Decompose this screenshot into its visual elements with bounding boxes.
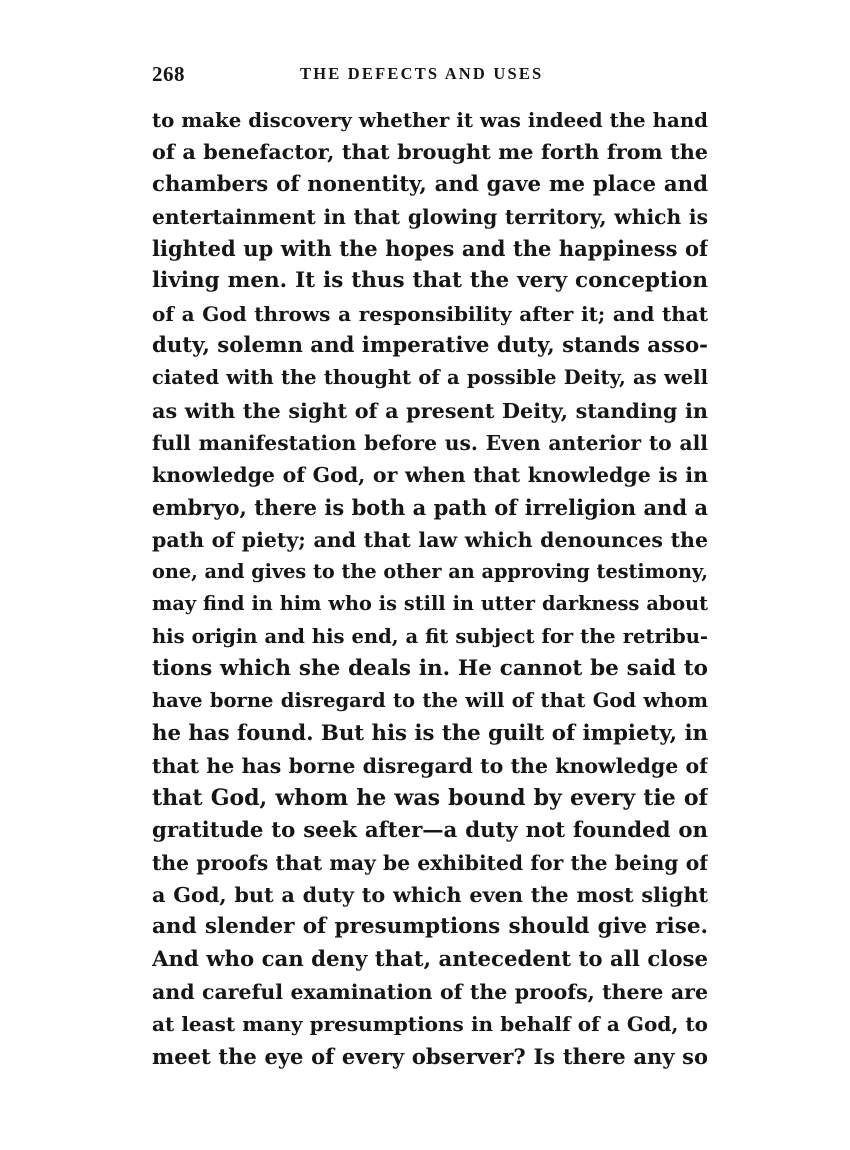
running-head-title: THE DEFECTS AND USES bbox=[300, 64, 544, 83]
text-line: meet the eye of every observer? Is there any so bbox=[152, 1043, 708, 1069]
text-line: at least many presumptions in behalf of a God, to bbox=[152, 1012, 708, 1037]
text-line: and slender of presumptions should give rise. bbox=[152, 914, 708, 940]
text-line: full manifestation before us. Even anterior to all bbox=[152, 430, 708, 455]
text-line: a God, but a duty to which even the most slight bbox=[152, 883, 708, 908]
page-number: 268 bbox=[152, 62, 185, 86]
text-line: duty, solemn and imperative duty, stands asso- bbox=[152, 333, 708, 359]
text-line: and careful examination of the proofs, there are bbox=[152, 980, 708, 1005]
text-line: knowledge of God, or when that knowledge is in bbox=[152, 463, 708, 488]
text-line: that he has borne disregard to the knowledge of bbox=[152, 753, 708, 778]
text-line: chambers of nonentity, and gave me place and bbox=[152, 171, 708, 197]
text-line: his origin and his end, a fit subject for the retribu- bbox=[152, 624, 708, 648]
text-line: that God, whom he was bound by every tie of bbox=[152, 785, 708, 812]
text-line: he has found. But his is the guilt of impiety, in bbox=[152, 720, 708, 746]
text-line: tions which she deals in. He cannot be said to bbox=[152, 656, 708, 682]
text-line: have borne disregard to the will of that God whom bbox=[152, 689, 708, 713]
text-line: entertainment in that glowing territory, which is bbox=[152, 204, 708, 229]
text-line: one, and gives to the other an approving testimony, bbox=[152, 560, 708, 584]
text-line: to make discovery whether it was indeed the hand bbox=[152, 108, 708, 132]
text-line: the proofs that may be exhibited for the being of bbox=[152, 850, 708, 875]
text-line: embryo, there is both a path of irreligion and a bbox=[152, 494, 708, 520]
running-head bbox=[152, 62, 712, 86]
text-line: And who can deny that, antecedent to all close bbox=[152, 946, 708, 972]
text-line: living men. It is thus that the very conception bbox=[152, 268, 708, 294]
text-line: gratitude to seek after—a duty not founded on bbox=[152, 817, 708, 843]
text-line: may find in him who is still in utter darkness about bbox=[152, 592, 708, 616]
text-line: lighted up with the hopes and the happiness of bbox=[152, 236, 708, 262]
text-line: of a God throws a responsibility after it; and that bbox=[152, 301, 708, 326]
text-line: of a benefactor, that brought me forth from the bbox=[152, 140, 708, 165]
text-line: as with the sight of a present Deity, standing in bbox=[152, 398, 708, 423]
text-line: path of piety; and that law which denounces the bbox=[152, 527, 708, 552]
body-text bbox=[152, 104, 708, 1073]
text-line: ciated with the thought of a possible Deity, as well bbox=[152, 366, 708, 390]
